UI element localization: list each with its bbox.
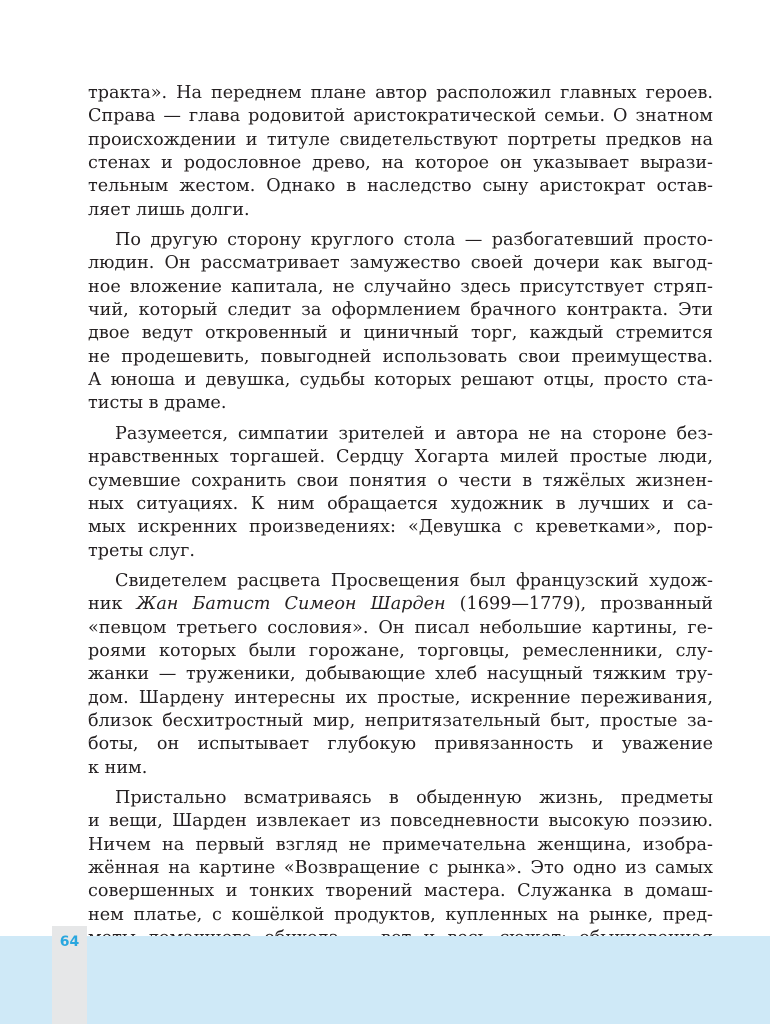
text-line	[88, 593, 713, 616]
text-line: сумевшие сохранить свои понятия о чести в тяжёлых жизнен-	[88, 470, 713, 491]
text-line: жанки — труженики, добывающие хлеб насущный тяжким тру-	[88, 664, 713, 685]
text-fragment: ник	[88, 594, 137, 615]
text-line: двое ведут откровенный и циничный торг, каждый стремится	[88, 323, 713, 344]
text-line: стенах и родословное древо, на которое он указывает вырази-	[88, 153, 713, 174]
paragraph-4	[88, 570, 713, 780]
text-line: боты, он испытывает глубокую привязанность и уважение	[88, 734, 713, 755]
text-line: Справа — глава родовитой аристократической семьи. О знатном	[88, 106, 713, 127]
text-line: и вещи, Шарден извлекает из повседневности высокую поэзию.	[88, 811, 713, 832]
text-line: По другую сторону круглого стола — разбогатевший просто-	[115, 230, 713, 251]
text-line: к ним.	[88, 757, 148, 778]
text-line: происхождении и титуле свидетельствуют портреты предков на	[88, 129, 713, 150]
footer-band	[0, 936, 770, 1024]
text-line: совершенных и тонких творений мастера. Служанка в домаш-	[88, 881, 713, 902]
paragraph-1	[88, 82, 713, 222]
text-line: мых искренних произведениях: «Девушка с креветками», пор-	[88, 517, 713, 538]
text-line: близок бесхитростный мир, непритязательный быт, простые за-	[88, 710, 713, 731]
text-line: нем платье, с кошёлкой продуктов, купленных на рынке, пред-	[88, 904, 713, 925]
text-line: Пристально всматриваясь в обыденную жизнь, предметы	[115, 787, 713, 808]
paragraph-3	[88, 423, 713, 563]
text-line: ное вложение капитала, не случайно здесь присутствует стряп-	[88, 276, 713, 297]
text-line: жённая на картине «Возвращение с рынка». Это одно из самых	[88, 858, 713, 878]
text-line: Ничем на первый взгляд не примечательна женщина, изобра-	[88, 834, 713, 855]
text-line: тельным жестом. Однако в наследство сыну аристократ остав-	[88, 176, 713, 197]
text-fragment: (1699—1779), прозванный	[445, 594, 713, 615]
text-line: нравственных торгашей. Сердцу Хогарта милей простые люди,	[88, 447, 713, 468]
text-line: не продешевить, повыгодней использовать свои преимущества.	[88, 346, 713, 367]
text-line: треты слуг.	[88, 540, 195, 561]
text-line: роями которых были горожане, торговцы, ремесленники, слу-	[88, 640, 713, 661]
text-line: дом. Шардену интересны их простые, искренние переживания,	[88, 687, 713, 708]
text-line: тракта». На переднем плане автор расположил главных героев.	[88, 83, 713, 103]
body-text	[88, 82, 713, 974]
text-line: ляет лишь долги.	[88, 199, 250, 220]
text-line: чий, который следит за оформлением брачного контракта. Эти	[88, 300, 713, 321]
page-number: 64	[59, 934, 80, 950]
text-line: А юноша и девушка, судьбы которых решают отцы, просто ста-	[88, 370, 713, 391]
text-line: тисты в драме.	[88, 393, 227, 414]
text-line: людин. Он рассматривает замужество своей дочери как выгод-	[88, 253, 713, 274]
text-line: Разумеется, симпатии зрителей и автора не на стороне без-	[115, 423, 713, 444]
text-line: «певцом третьего сословия». Он писал небольшие картины, ге-	[88, 617, 713, 638]
text-line: ных ситуациях. К ним обращается художник в лучших и са-	[88, 493, 713, 514]
artist-name: Жан Батист Симеон Шарден	[136, 594, 446, 615]
text-line: Свидетелем расцвета Просвещения был французский худож-	[115, 570, 713, 591]
paragraph-2	[88, 229, 713, 416]
